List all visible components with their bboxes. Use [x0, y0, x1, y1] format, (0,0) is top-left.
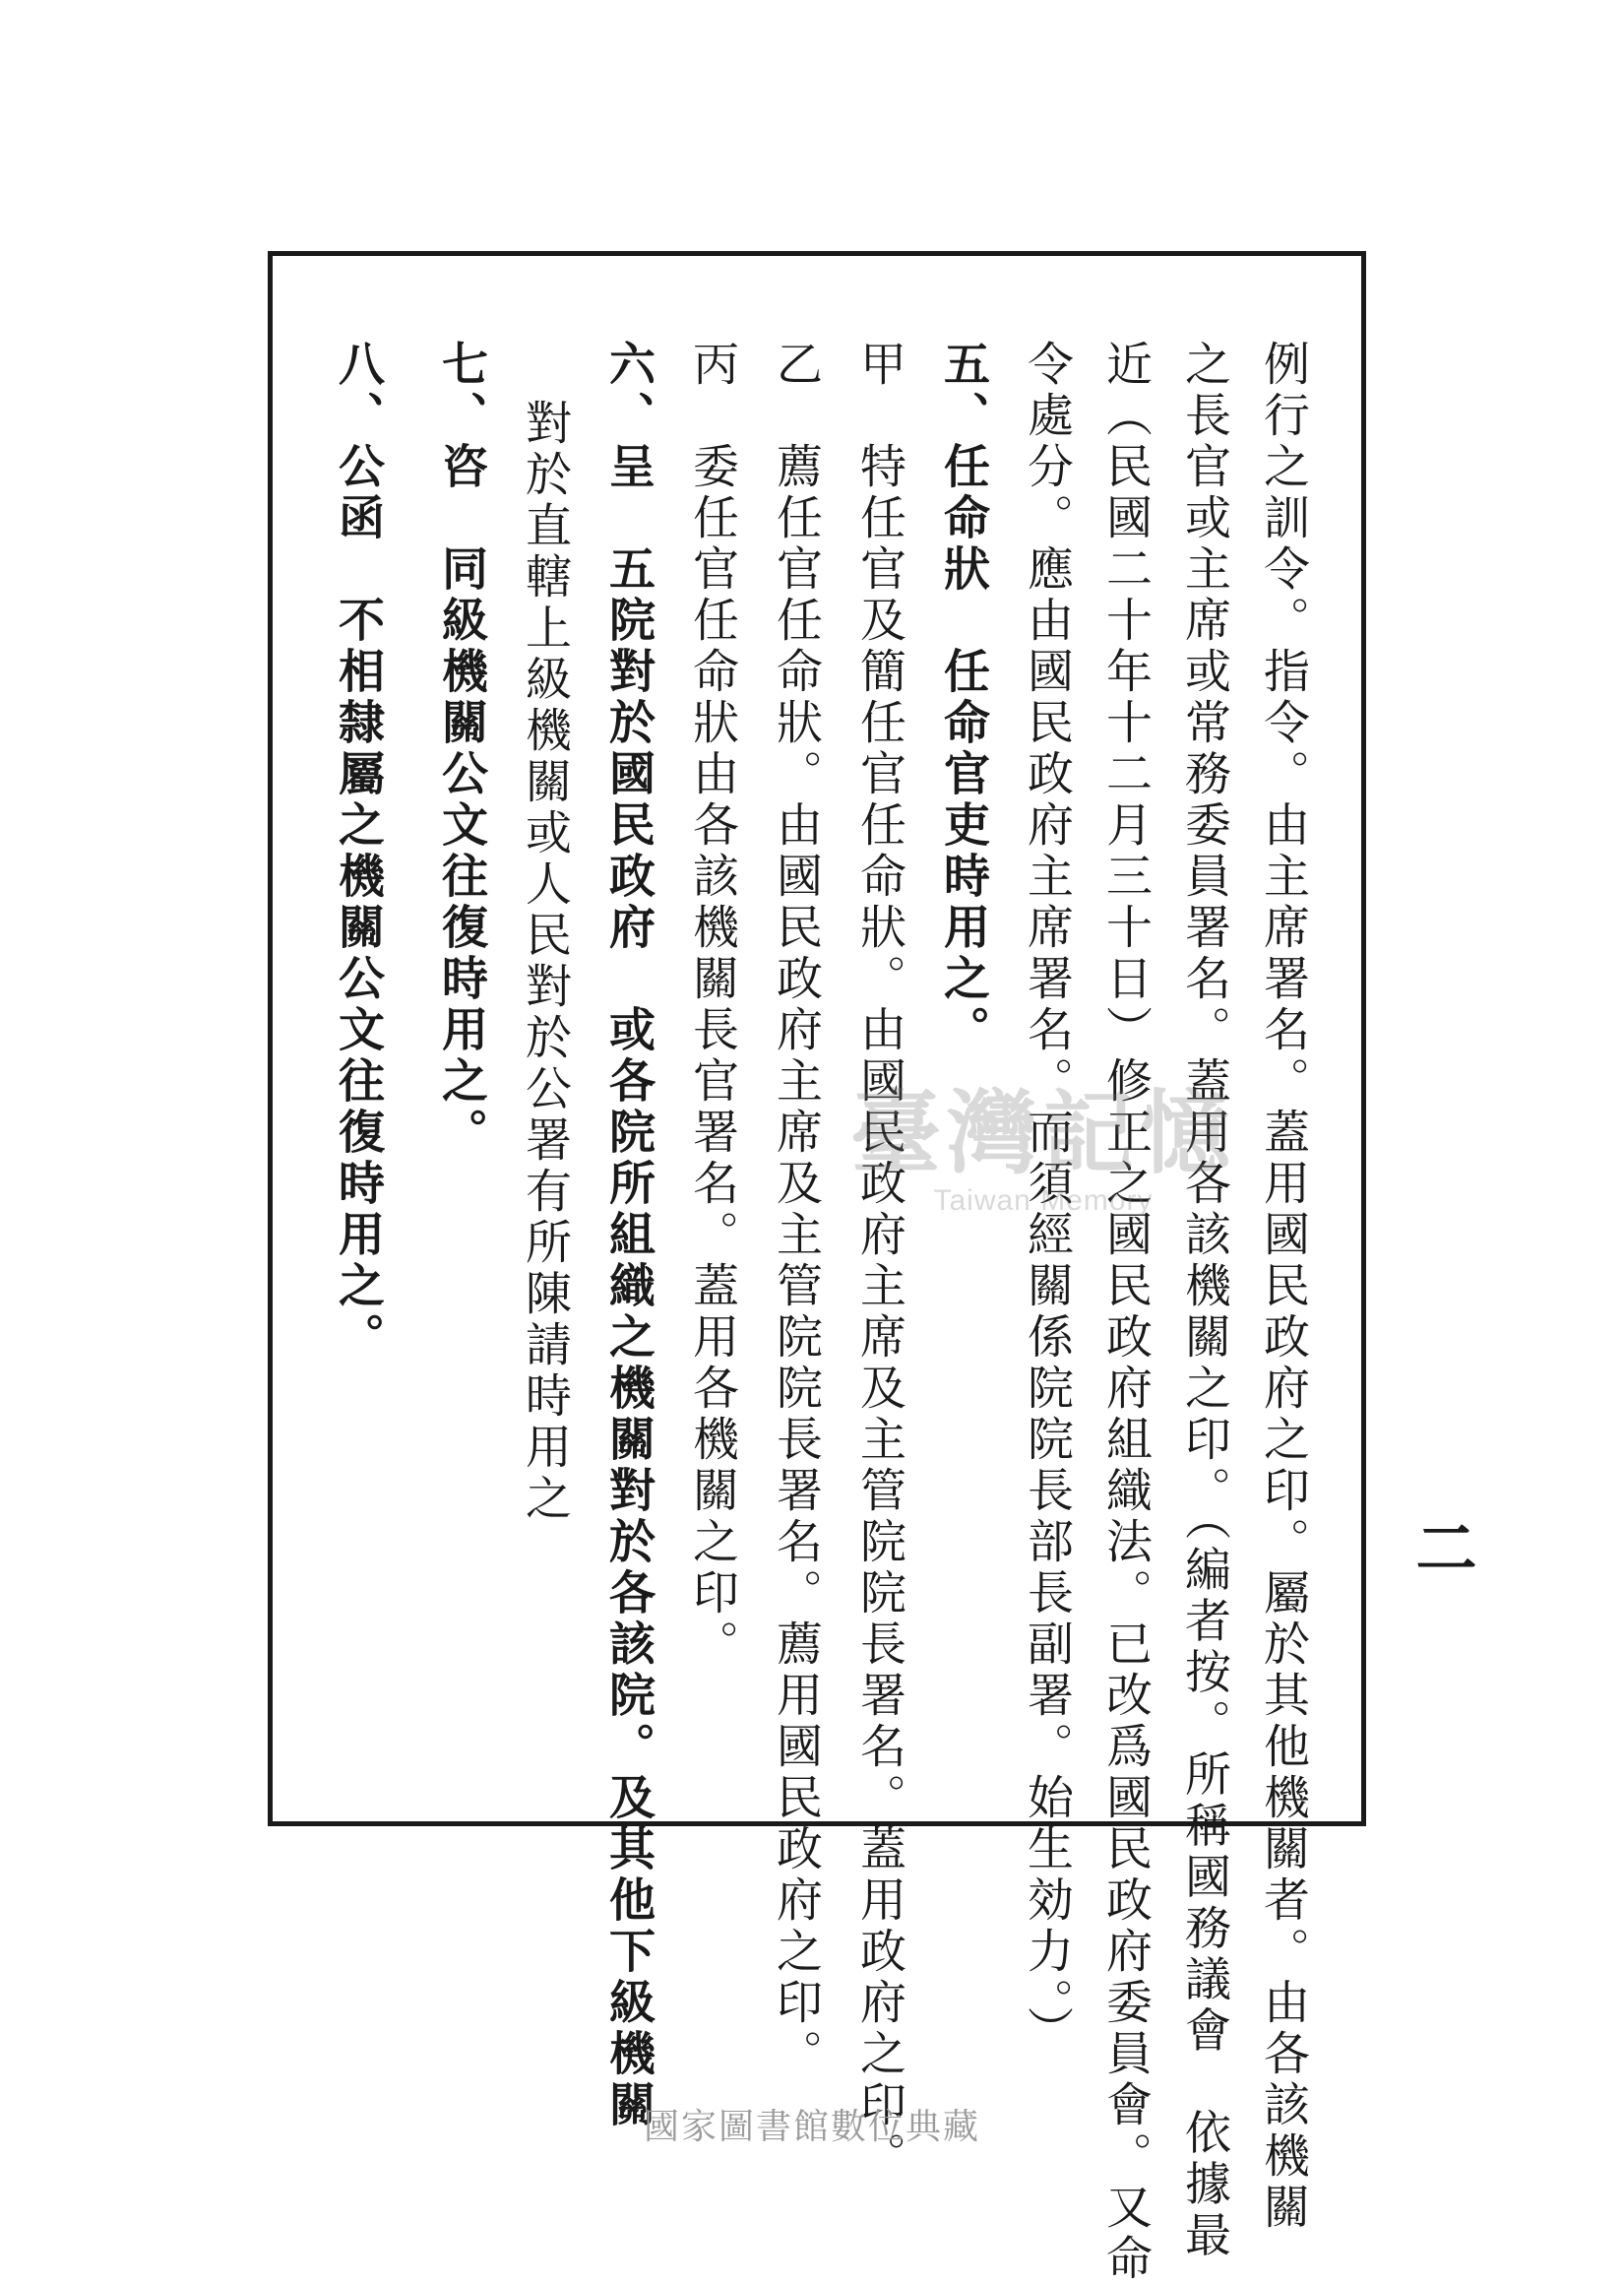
library-footer: 國家圖書館數位典藏: [643, 2107, 980, 2147]
item-bing: 丙 委任官任命狀由各該機關長官署名。蓋用各機關之印。: [685, 340, 739, 1671]
text-column-3: 近（民國二十年十二月三十日）修正之國民政府組織法。已改爲國民政府委員會。又命: [1098, 340, 1153, 2285]
section-7-heading: 七、咨 同級機關公文往復時用之。: [434, 340, 488, 1159]
text-column-1: 例行之訓令。指令。由主席署名。蓋用國民政府之印。屬於其他機關者。由各該機關: [1256, 340, 1310, 2234]
section-6-heading: 六、呈 五院對於國民政府 或各院所組織之機關對於各該院。及其他下級機關: [601, 340, 656, 2131]
text-column-4: 令處分。應由國民政府主席署名。而須經關係院院長部長副署。始生効力。）: [1020, 340, 1074, 2058]
text-column-2: 之長官或主席或常務委員署名。蓋用各該機關之印。（編者按。所稱國務議會 依據最: [1177, 340, 1231, 2262]
section-5-heading: 五、任命狀 任命官吏時用之。: [936, 340, 990, 1056]
watermark-subtitle: Taiwan Memory: [933, 1184, 1154, 1217]
section-8-heading: 八、公函 不相隸屬之機關公文往復時用之。: [331, 340, 385, 1364]
section-6-continuation: 對於直轄上級機關或人民對於公署有所陳請時用之: [518, 399, 572, 1525]
item-yi: 乙 薦任官任命狀。由國民政府主席及主管院院長署名。薦用國民政府之印。: [769, 340, 823, 2080]
item-jia: 甲 特任官及簡任官任命狀。由國民政府主席及主管院院長署名。蓋用政府之印。: [852, 340, 906, 2183]
page-number: 二: [1405, 1516, 1477, 1577]
watermark-logo-text: 臺灣記憶: [849, 1080, 1236, 1186]
